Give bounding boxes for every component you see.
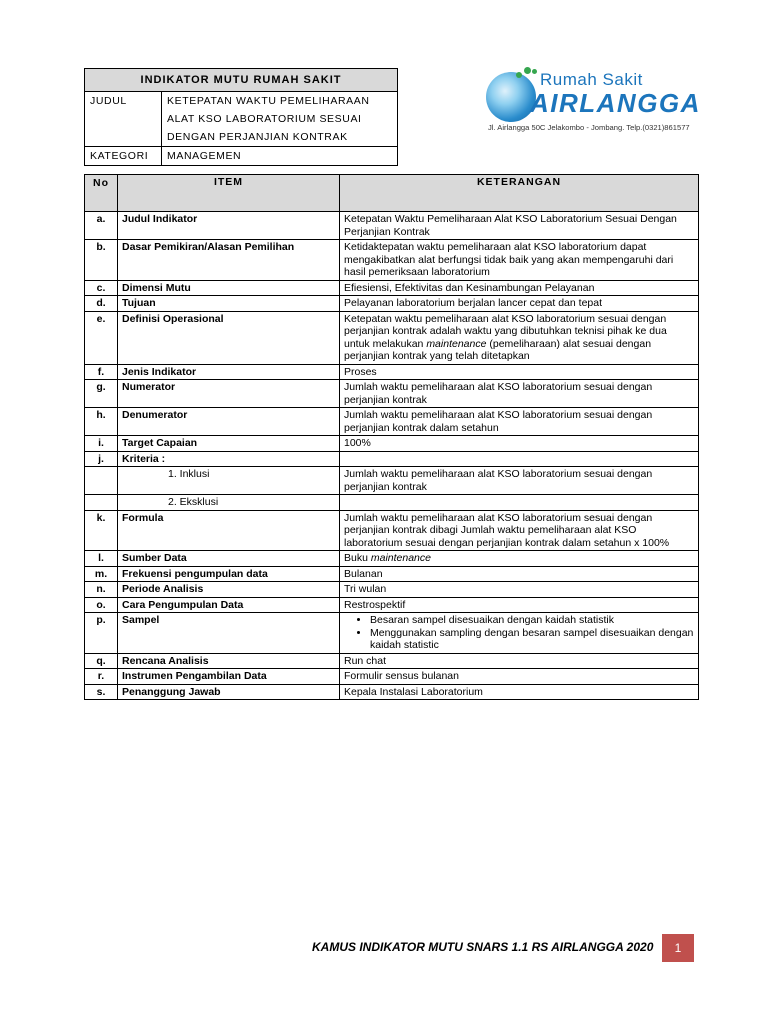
- row-keterangan: Jumlah waktu pemeliharaan alat KSO laboratorium sesuai dengan perjanjian kontrak dibagi Jumlah waktu pemeliharaan alat KSO laboratorium sesuai dengan perjanjian kontrak dalam setahun x 100%: [340, 510, 699, 551]
- row-item: Dasar Pemikiran/Alasan Pemilihan: [118, 240, 340, 281]
- table-row: [85, 380, 699, 408]
- table-row: [85, 510, 699, 551]
- row-no: c.: [85, 280, 118, 296]
- row-keterangan: Ketepatan Waktu Pemeliharaan Alat KSO Laboratorium Sesuai Dengan Perjanjian Kontrak: [340, 212, 699, 240]
- table-row: [85, 280, 699, 296]
- logo-line2: AIRLANGGA: [530, 88, 701, 118]
- row-no: o.: [85, 597, 118, 613]
- row-keterangan: Jumlah waktu pemeliharaan alat KSO laboratorium sesuai dengan perjanjian kontrak: [340, 467, 699, 495]
- row-item: Formula: [118, 510, 340, 551]
- row-no: h.: [85, 408, 118, 436]
- table-row: [85, 436, 699, 452]
- row-keterangan: Proses: [340, 364, 699, 380]
- judul-value: KETEPATAN WAKTU PEMELIHARAAN ALAT KSO LABORATORIUM SESUAI DENGAN PERJANJIAN KONTRAK: [162, 92, 398, 147]
- row-item: Denumerator: [118, 408, 340, 436]
- table-row: [85, 212, 699, 240]
- hospital-logo: [482, 66, 701, 136]
- table-row: [85, 669, 699, 685]
- row-item: Penanggung Jawab: [118, 684, 340, 700]
- row-no: j.: [85, 451, 118, 467]
- row-keterangan: Formulir sensus bulanan: [340, 669, 699, 685]
- row-item: Definisi Operasional: [118, 311, 340, 364]
- row-keterangan: Restrospektif: [340, 597, 699, 613]
- row-no: s.: [85, 684, 118, 700]
- sample-list: [344, 614, 694, 652]
- table-row: [85, 653, 699, 669]
- table-header-row: [85, 175, 699, 212]
- table-row: [85, 364, 699, 380]
- row-no: d.: [85, 296, 118, 312]
- row-item: Numerator: [118, 380, 340, 408]
- col-header-no: No: [85, 175, 118, 212]
- table-row: [85, 495, 699, 511]
- header-title: INDIKATOR MUTU RUMAH SAKIT: [85, 69, 398, 92]
- table-row: [85, 311, 699, 364]
- row-no: r.: [85, 669, 118, 685]
- row-keterangan: [340, 311, 699, 364]
- list-item: • Menggunakan sampling dengan besaran sampel disesuaikan dengan kaidah statistic: [370, 627, 694, 652]
- row-no: n.: [85, 582, 118, 598]
- row-keterangan: Ketidaktepatan waktu pemeliharaan alat KSO laboratorium dapat mengakibatkan alat berfungsi tidak baik yang akan mempengaruhi dari hasil pemeriksaan laboratorium: [340, 240, 699, 281]
- ket-text: Buku: [344, 552, 371, 564]
- table-row: [85, 566, 699, 582]
- table-row: [85, 240, 699, 281]
- row-item: Rencana Analisis: [118, 653, 340, 669]
- row-no: m.: [85, 566, 118, 582]
- row-item: Sumber Data: [118, 551, 340, 567]
- table-row: [85, 582, 699, 598]
- row-no: e.: [85, 311, 118, 364]
- row-keterangan: Pelayanan laboratorium berjalan lancer cepat dan tepat: [340, 296, 699, 312]
- table-row: [85, 613, 699, 654]
- table-row: [85, 451, 699, 467]
- kategori-value: MANAGEMEN: [162, 147, 398, 166]
- row-keterangan: Tri wulan: [340, 582, 699, 598]
- row-item: Kriteria :: [118, 451, 340, 467]
- row-keterangan: Bulanan: [340, 566, 699, 582]
- row-item: Cara Pengumpulan Data: [118, 597, 340, 613]
- table-row: [85, 597, 699, 613]
- row-no: b.: [85, 240, 118, 281]
- criteria-subitem: 2. Eksklusi: [118, 495, 340, 511]
- row-item: Dimensi Mutu: [118, 280, 340, 296]
- indicator-detail-table: [84, 174, 699, 700]
- row-item: Periode Analisis: [118, 582, 340, 598]
- logo-line1: Rumah Sakit: [540, 70, 643, 89]
- row-no: [85, 495, 118, 511]
- row-no: l.: [85, 551, 118, 567]
- row-item: Judul Indikator: [118, 212, 340, 240]
- row-no: f.: [85, 364, 118, 380]
- col-header-keterangan: KETERANGAN: [340, 175, 699, 212]
- dots-icon: [516, 66, 536, 80]
- table-row: [85, 551, 699, 567]
- row-keterangan: Jumlah waktu pemeliharaan alat KSO laboratorium sesuai dengan perjanjian kontrak: [340, 380, 699, 408]
- ket-text: Ketepatan waktu pemeliharaan alat KSO laboratorium sesuai dengan perjanjian kontrak adalah waktu yang dibutuhkan teknisi pihak ke dua untuk melakukan: [344, 312, 667, 350]
- page-number: 1: [662, 934, 694, 962]
- ket-emphasis: maintenance: [426, 337, 487, 350]
- table-row: [85, 408, 699, 436]
- kategori-label: KATEGORI: [85, 147, 162, 166]
- logo-address: Jl. Airlangga 50C Jelakombo - Jombang. Telp.(0321)861577: [488, 123, 690, 132]
- row-keterangan: [340, 495, 699, 511]
- row-no: i.: [85, 436, 118, 452]
- row-keterangan: Run chat: [340, 653, 699, 669]
- row-no: k.: [85, 510, 118, 551]
- row-item: Target Capaian: [118, 436, 340, 452]
- row-keterangan: 100%: [340, 436, 699, 452]
- row-no: p.: [85, 613, 118, 654]
- col-header-item: ITEM: [118, 175, 340, 212]
- footer-text: KAMUS INDIKATOR MUTU SNARS 1.1 RS AIRLANGGA 2020: [312, 940, 654, 954]
- row-item: Jenis Indikator: [118, 364, 340, 380]
- row-keterangan: Jumlah waktu pemeliharaan alat KSO laboratorium sesuai dengan perjanjian kontrak dalam setahun: [340, 408, 699, 436]
- ket-text: (pemeliharaan) alat sesuai dengan perjanjian kontrak yang telah ditetapkan: [344, 337, 652, 362]
- judul-label: JUDUL: [85, 92, 162, 147]
- row-keterangan: [340, 613, 699, 654]
- row-no: q.: [85, 653, 118, 669]
- table-row: [85, 296, 699, 312]
- row-no: g.: [85, 380, 118, 408]
- row-keterangan: Kepala Instalasi Laboratorium: [340, 684, 699, 700]
- table-row: [85, 684, 699, 700]
- row-no: a.: [85, 212, 118, 240]
- list-item: • Besaran sampel disesuaikan dengan kaidah statistik: [370, 614, 694, 627]
- table-row: [85, 467, 699, 495]
- row-keterangan: Efiesiensi, Efektivitas dan Kesinambungan Pelayanan: [340, 280, 699, 296]
- row-item: Sampel: [118, 613, 340, 654]
- row-no: [85, 467, 118, 495]
- row-item: Tujuan: [118, 296, 340, 312]
- row-item: Frekuensi pengumpulan data: [118, 566, 340, 582]
- row-item: Instrumen Pengambilan Data: [118, 669, 340, 685]
- row-keterangan: [340, 551, 699, 567]
- ket-emphasis: maintenance: [370, 552, 431, 564]
- row-keterangan: [340, 451, 699, 467]
- criteria-subitem: 1. Inklusi: [118, 467, 340, 495]
- indicator-header-table: [84, 68, 398, 166]
